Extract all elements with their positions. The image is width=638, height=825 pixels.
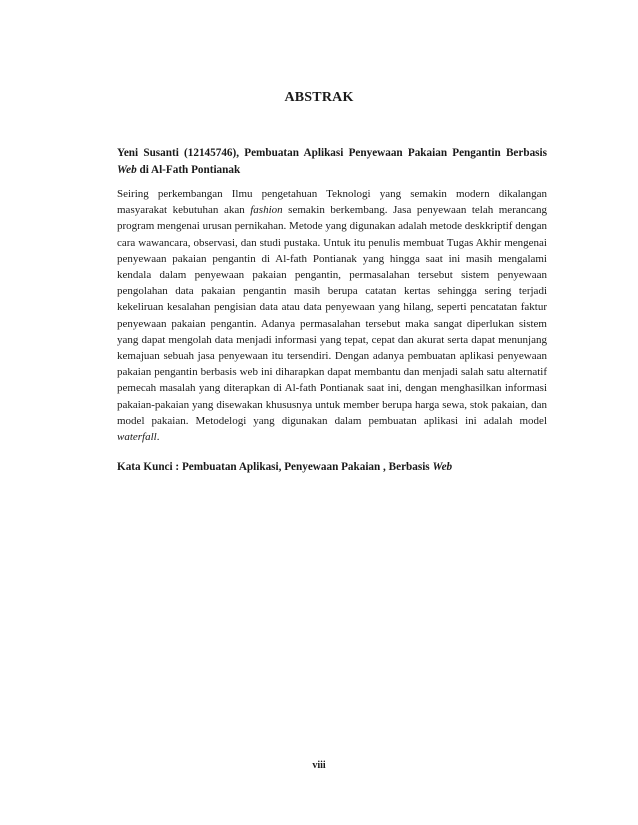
body-italic-waterfall: waterfall <box>117 431 157 444</box>
heading-prefix: Yeni Susanti (12145746), Pembuatan Aplikasi Penyewaan Pakaian Pengantin Berbasis <box>117 147 547 159</box>
keywords-italic-web: Web <box>432 461 453 473</box>
heading-suffix: di Al-Fath Pontianak <box>136 164 241 176</box>
body-part-1: Seiring perkembangan Ilmu pengetahuan Teknologi yang semakin modern dikalangan masyarakat kebutuhan akan <box>117 188 547 217</box>
body-part-3: . <box>156 431 160 444</box>
abstract-body <box>117 186 547 445</box>
body-part-2: semakin berkembang. Jasa penyewaan telah merancang program mengenai urusan pernikahan. Metode yang digunakan adalah metode deskkriptif dengan cara wawancara, observasi, dan studi pustaka. Untuk itu penulis membuat Tugas Akhir mengenai penyewaan pakaian pengantin di Al-fath Pontianak yang hingga saat ini masih mengalami kendala dalam penyewaan pakaian pengantin, permasalahan tersebut sistem penyewaan pengolahan data pakaian pengantin masih berupa catatan kertas sehingga sering terjadi kekeliruan kesalahan pengisian data atau data penyewaan yang hilang, seperti pencatatan faktur penyewaan pakaian pengantin. Adanya permasalahan tersebut maka sangat diperlukan sistem yang dapat mengolah data menjadi informasi yang tepat, cepat dan akurat serta dapat menunjang kemajuan sebuah jasa penyewaan itu tersendiri. Dengan adanya pembuatan aplikasi penyewaan pakaian pengantin berbasis web ini diharapkan dapat membantu dan menjadi salah satu alternatif pemecah masalah yang diterapkan di Al-fath Pontianak saat ini, dengan menghasilkan informasi pakaian-pakaian yang disewakan khususnya untuk member berupa harga sewa, stok pakaian, dan model pakaian. Metodelogi yang digunakan dalam pembuatan aplikasi ini adalah model <box>117 204 548 427</box>
keywords-line <box>117 459 547 476</box>
page-number: viii <box>312 760 326 771</box>
heading-italic-web: Web <box>117 164 137 176</box>
author-title-heading <box>117 145 547 179</box>
keywords-prefix: Kata Kunci : Pembuatan Aplikasi, Penyewaan Pakaian , Berbasis <box>117 461 433 473</box>
abstract-title: ABSTRAK <box>284 90 354 105</box>
body-italic-fashion: fashion <box>250 204 283 217</box>
